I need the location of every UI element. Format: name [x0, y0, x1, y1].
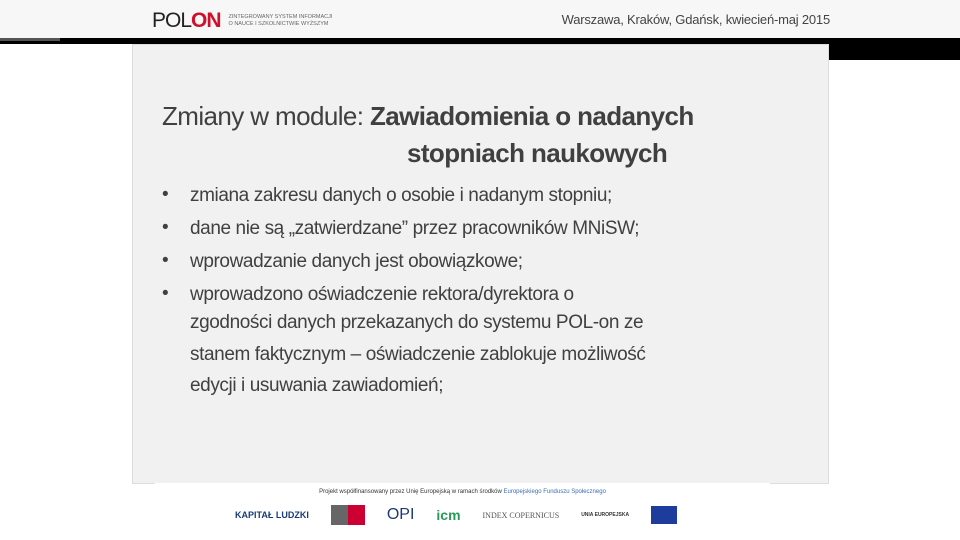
bullet-text: zmiana zakresu danych o osobie i nadanym stopniu; — [190, 185, 612, 206]
logo-text: POL — [152, 9, 192, 32]
list-item — [162, 184, 645, 208]
logo-sub-line: ZINTEGROWANY SYSTEM INFORMACJI — [228, 14, 333, 20]
divider-accent — [0, 38, 60, 41]
footer-sponsors — [155, 483, 770, 540]
opi-logo: OPI — [386, 506, 415, 523]
sponsor-logos — [235, 505, 677, 525]
corner-block — [828, 44, 960, 60]
title-bold-line-2: stopniach naukowych — [407, 138, 668, 168]
bullet-dot-icon: • — [162, 217, 169, 238]
kapital-ludzki-logo: KAPITAŁ LUDZKI — [235, 510, 309, 520]
bullet-list — [162, 184, 645, 411]
bullet-text: wprowadzono oświadczenie rektora/dyrektora o — [190, 284, 574, 305]
eu-logo-text: UNIA EUROPEJSKA — [581, 512, 630, 518]
eu-flag-icon — [651, 506, 677, 524]
bullet-text: stanem faktycznym – oświadczenie zablokuje możliwość — [190, 343, 646, 365]
index-copernicus-logo: INDEX COPERNICUS — [482, 510, 560, 520]
footer-text-plain: Projekt współfinansowany przez Unię Europejską w ramach środków — [319, 489, 504, 495]
logo-subtitle — [229, 14, 333, 28]
footer-text-link: Europejskiego Funduszu Społecznego — [503, 489, 606, 495]
bullet-text: zgodności danych przekazanych do systemu POL-on ze — [190, 312, 644, 333]
logo-sub-line: O NAUCE I SZKOLNICTWIE WYŻSZYM — [228, 21, 329, 27]
list-item — [162, 250, 645, 274]
bullet-dot-icon: • — [162, 184, 169, 205]
pol-on-logo — [152, 9, 332, 33]
bullet-dot-icon: • — [162, 283, 169, 304]
header-date: Warszawa, Kraków, Gdańsk, kwiecień-maj 2015 — [561, 12, 830, 27]
bullet-text: edycji i usuwania zawiadomień; — [190, 375, 444, 396]
title-plain: Zmiany w module: — [162, 101, 370, 131]
slide-title — [162, 98, 694, 172]
header — [0, 0, 960, 38]
bullet-text: dane nie są „zatwierdzane” przez pracowników MNiSW; — [190, 218, 640, 239]
ministry-logo-icon — [331, 505, 365, 525]
list-item — [162, 217, 645, 241]
logo-on-text: ON — [191, 9, 221, 32]
footer-text — [155, 489, 770, 495]
bullet-text: wprowadzanie danych jest obowiązkowe; — [190, 251, 523, 272]
icm-logo: icm — [436, 507, 461, 523]
bullet-dot-icon: • — [162, 250, 169, 271]
list-item — [162, 283, 645, 402]
title-bold: Zawiadomienia o nadanych — [369, 101, 694, 131]
